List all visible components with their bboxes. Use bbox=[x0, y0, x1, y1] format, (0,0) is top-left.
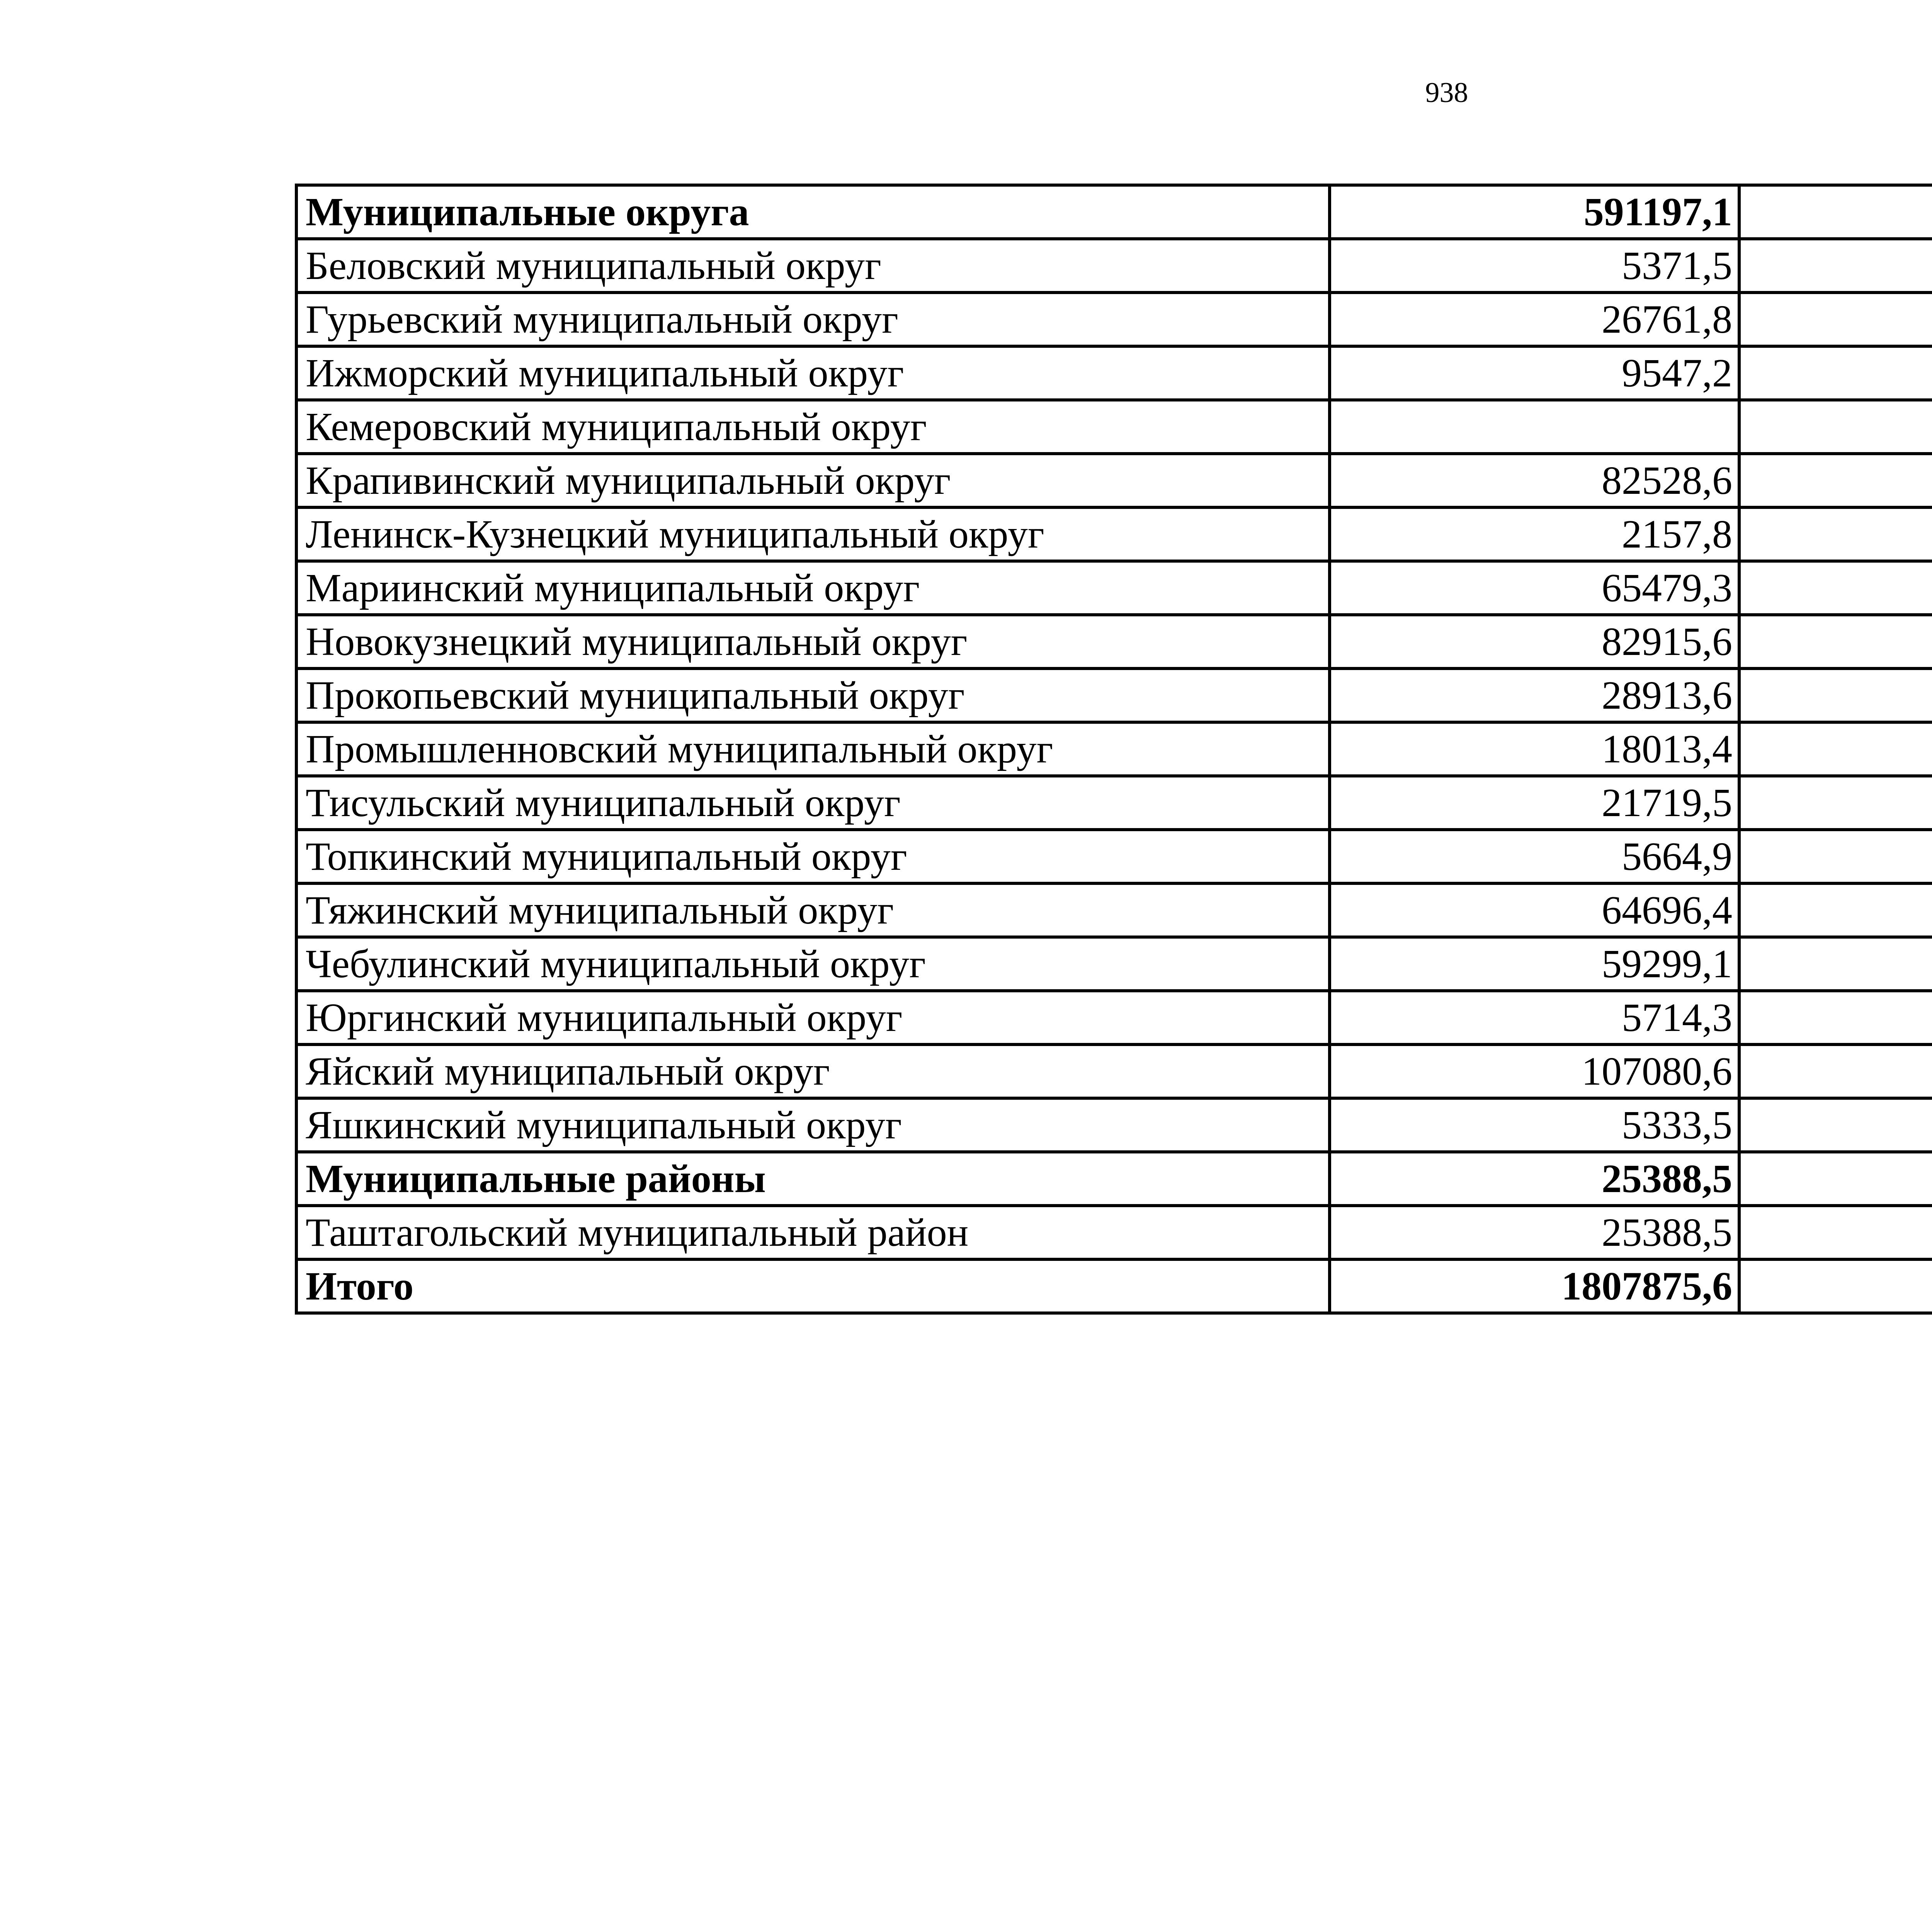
row-name-cell: Ленинск-Кузнецкий муниципальный округ bbox=[296, 507, 1330, 561]
value-cell-col1: 59299,1 bbox=[1330, 937, 1739, 991]
row-name-cell: Кемеровский муниципальный округ bbox=[296, 400, 1330, 454]
value-cell-col1: 5664,9 bbox=[1330, 830, 1739, 883]
row-name-cell: Яшкинский муниципальный округ bbox=[296, 1098, 1330, 1152]
row-name-cell: Крапивинский муниципальный округ bbox=[296, 454, 1330, 507]
value-cell-col1: 2157,8 bbox=[1330, 507, 1739, 561]
table-row bbox=[296, 883, 1932, 937]
value-cell-col2 bbox=[1739, 239, 1932, 293]
row-name-cell: Чебулинский муниципальный округ bbox=[296, 937, 1330, 991]
value-cell-col1: 82528,6 bbox=[1330, 454, 1739, 507]
row-name-cell: Ижморский муниципальный округ bbox=[296, 346, 1330, 400]
value-cell-col2 bbox=[1739, 615, 1932, 668]
table-row bbox=[296, 1098, 1932, 1152]
row-name-cell: Тисульский муниципальный округ bbox=[296, 776, 1330, 830]
value-cell-col2 bbox=[1739, 185, 1932, 239]
value-cell-col2 bbox=[1739, 454, 1932, 507]
row-name-cell: Итого bbox=[296, 1259, 1330, 1313]
row-name-cell: Топкинский муниципальный округ bbox=[296, 830, 1330, 883]
row-name-cell: Тяжинский муниципальный округ bbox=[296, 883, 1330, 937]
row-name-cell: Муниципальные районы bbox=[296, 1152, 1330, 1206]
table-row bbox=[296, 1044, 1932, 1098]
table-row bbox=[296, 1206, 1932, 1259]
table-row bbox=[296, 454, 1932, 507]
row-name-cell: Гурьевский муниципальный округ bbox=[296, 293, 1330, 346]
row-name-cell: Таштагольский муниципальный район bbox=[296, 1206, 1330, 1259]
table-row bbox=[296, 722, 1932, 776]
value-cell-col2 bbox=[1739, 561, 1932, 615]
row-name-cell: Мариинский муниципальный округ bbox=[296, 561, 1330, 615]
table-row bbox=[296, 400, 1932, 454]
value-cell-col2 bbox=[1739, 346, 1932, 400]
table-row bbox=[296, 937, 1932, 991]
table-row-municipal-okrugs-subtotal bbox=[296, 185, 1932, 239]
table-row bbox=[296, 293, 1932, 346]
row-name-cell: Муниципальные округа bbox=[296, 185, 1330, 239]
table-row bbox=[296, 830, 1932, 883]
value-cell-col1: 9547,2 bbox=[1330, 346, 1739, 400]
value-cell-col1 bbox=[1330, 400, 1739, 454]
value-cell-col1: 1807875,6 bbox=[1330, 1259, 1739, 1313]
value-cell-col1: 28913,6 bbox=[1330, 668, 1739, 722]
value-cell-col2 bbox=[1739, 507, 1932, 561]
value-cell-col2 bbox=[1739, 722, 1932, 776]
value-cell-col2 bbox=[1739, 1098, 1932, 1152]
value-cell-col2 bbox=[1739, 776, 1932, 830]
table-row bbox=[296, 239, 1932, 293]
table-row bbox=[296, 561, 1932, 615]
row-name-cell: Юргинский муниципальный округ bbox=[296, 991, 1330, 1044]
value-cell-col2 bbox=[1739, 400, 1932, 454]
value-cell-col2 bbox=[1739, 1206, 1932, 1259]
value-cell-col2 bbox=[1739, 1044, 1932, 1098]
value-cell-col1: 5333,5 bbox=[1330, 1098, 1739, 1152]
row-name-cell: Яйский муниципальный округ bbox=[296, 1044, 1330, 1098]
value-cell-col1: 64696,4 bbox=[1330, 883, 1739, 937]
value-cell-col2 bbox=[1739, 991, 1932, 1044]
value-cell-col1: 65479,3 bbox=[1330, 561, 1739, 615]
row-name-cell: Беловский муниципальный округ bbox=[296, 239, 1330, 293]
value-cell-col1: 5714,3 bbox=[1330, 991, 1739, 1044]
table-row-municipal-districts-subtotal bbox=[296, 1152, 1932, 1206]
row-name-cell: Промышленновский муниципальный округ bbox=[296, 722, 1330, 776]
value-cell-col1: 21719,5 bbox=[1330, 776, 1739, 830]
value-cell-col1: 18013,4 bbox=[1330, 722, 1739, 776]
value-cell-col2 bbox=[1739, 830, 1932, 883]
value-cell-col1: 107080,6 bbox=[1330, 1044, 1739, 1098]
table-row bbox=[296, 615, 1932, 668]
value-cell-col1: 82915,6 bbox=[1330, 615, 1739, 668]
value-cell-col2 bbox=[1739, 668, 1932, 722]
value-cell-col2 bbox=[1739, 883, 1932, 937]
table-row bbox=[296, 776, 1932, 830]
page-number: 938 bbox=[1425, 77, 1468, 109]
table-row bbox=[296, 507, 1932, 561]
value-cell-col1: 25388,5 bbox=[1330, 1152, 1739, 1206]
value-cell-col1: 591197,1 bbox=[1330, 185, 1739, 239]
value-cell-col1: 26761,8 bbox=[1330, 293, 1739, 346]
row-name-cell: Прокопьевский муниципальный округ bbox=[296, 668, 1330, 722]
row-name-cell: Новокузнецкий муниципальный округ bbox=[296, 615, 1330, 668]
value-cell-col1: 5371,5 bbox=[1330, 239, 1739, 293]
budget-table bbox=[295, 184, 1932, 1315]
value-cell-col2 bbox=[1739, 293, 1932, 346]
table-row bbox=[296, 668, 1932, 722]
value-cell-col1: 25388,5 bbox=[1330, 1206, 1739, 1259]
table-row-total bbox=[296, 1259, 1932, 1313]
value-cell-col2 bbox=[1739, 1152, 1932, 1206]
value-cell-col2 bbox=[1739, 937, 1932, 991]
table-row bbox=[296, 991, 1932, 1044]
table-row bbox=[296, 346, 1932, 400]
value-cell-col2 bbox=[1739, 1259, 1932, 1313]
